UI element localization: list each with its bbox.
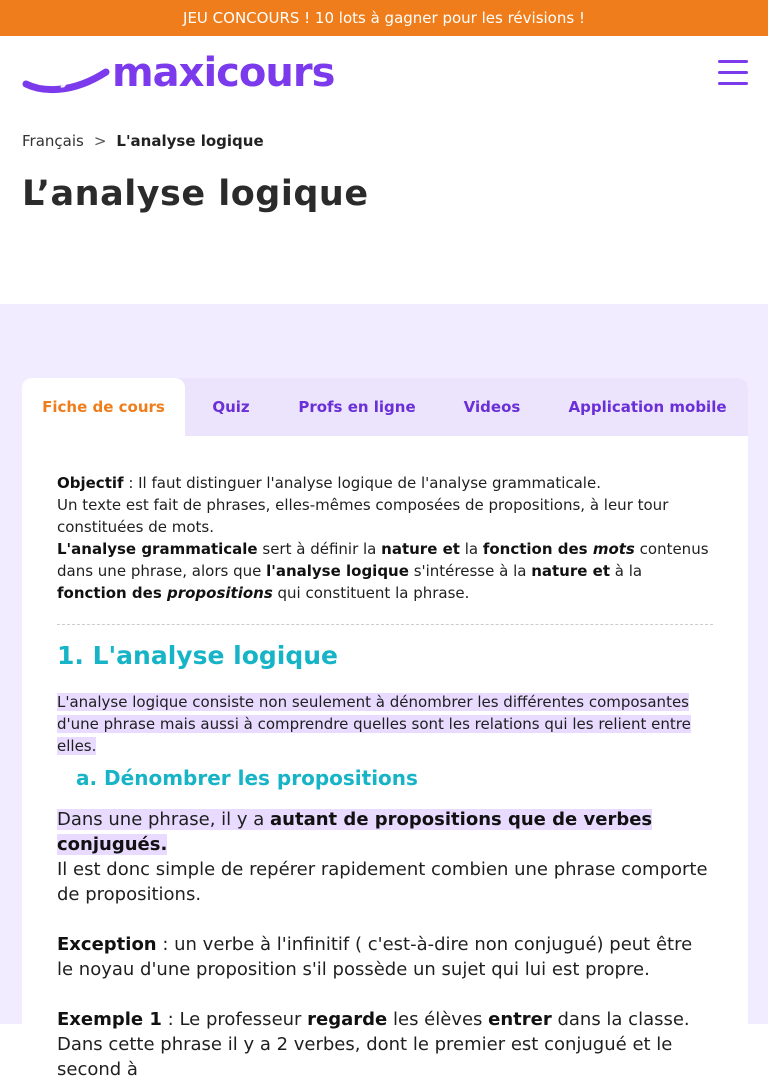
breadcrumb-parent-link[interactable]: Français [22, 132, 84, 150]
site-header [0, 36, 768, 112]
tab-application-mobile[interactable]: Application mobile [568, 398, 727, 416]
promo-text[interactable]: JEU CONCOURS ! 10 lots à gagner pour les révisions ! [183, 9, 585, 27]
course-tabs [22, 378, 748, 436]
intro-line-2: Un texte est fait de phrases, elles-mêmes composées de propositions, à leur tour constituées de mots. [57, 496, 669, 536]
tab-videos[interactable]: Videos [463, 398, 521, 416]
breadcrumb [22, 132, 264, 150]
logo-swoosh-icon [22, 62, 110, 98]
tab-profs-en-ligne[interactable]: Profs en ligne [298, 398, 416, 416]
tab-fiche-de-cours[interactable]: Fiche de cours [22, 378, 185, 436]
exception-paragraph: Exception : un verbe à l'infinitif ( c'est-à-dire non conjugué) peut être le noyau d'une proposition s'il possède un sujet qui lui est propre. [57, 934, 693, 980]
objectif-line: Objectif : Il faut distinguer l'analyse logique de l'analyse grammaticale. [57, 474, 601, 492]
hamburger-menu-icon[interactable] [718, 60, 748, 86]
course-content [57, 472, 713, 1082]
logo-wordmark: maxicours [112, 50, 335, 96]
rule-paragraph: Dans une phrase, il y a autant de propositions que de verbes conjugués. Il est donc simple de repérer rapidement combien une phrase comporte de propositions. [57, 809, 708, 905]
promo-banner[interactable] [0, 0, 768, 36]
section-1-definition: L'analyse logique consiste non seulement à dénombrer les différentes composantes d'une phrase mais aussi à comprendre quelles sont les relations qui les relient entre elles. [57, 693, 691, 755]
page-title: L’analyse logique [22, 174, 369, 214]
logo-prefix: my [44, 69, 72, 88]
tab-quiz[interactable]: Quiz [212, 398, 250, 416]
example-paragraph: Exemple 1 : Le professeur regarde les élèves entrer dans la classe. Dans cette phrase il y a 2 verbes, dont le premier est conjugué et le second à [57, 1009, 690, 1080]
section-divider [57, 624, 713, 625]
course-card [22, 378, 748, 1078]
section-1a-title: a. Dénombrer les propositions [76, 766, 418, 790]
section-1-title: 1. L'analyse logique [57, 641, 338, 670]
breadcrumb-separator: > [93, 132, 107, 150]
intro-block [57, 472, 713, 604]
intro-line-3: L'analyse grammaticale sert à définir la nature et la fonction des mots contenus dans une phrase, alors que l'analyse logique s'intéresse à la nature et à la fonction des propositions qui constituent la phrase. [57, 540, 709, 602]
breadcrumb-current: L'analyse logique [116, 132, 264, 150]
